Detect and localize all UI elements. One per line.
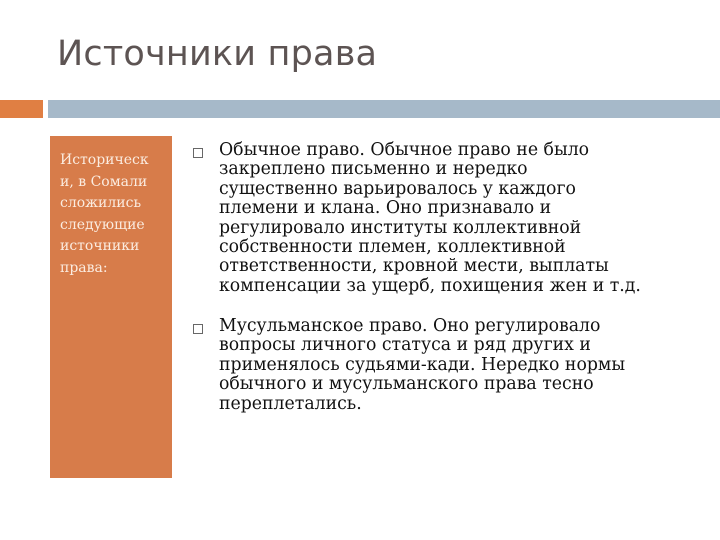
square-bullet-icon: [193, 324, 203, 334]
bullet-text: Мусульманское право. Оно регулировало вопросы личного статуса и ряд других и применялось судьями-кади. Нередко нормы обычного и мусульманского права тесно переплетались.: [219, 316, 626, 414]
sidebar-text: Историческ и, в Сомали сложились следующие источники права:: [60, 152, 149, 276]
slide-title: Источники права: [57, 34, 378, 74]
bullet-text: Обычное право. Обычное право не было закреплено письменно и нередко существенно варьировалось у каждого племени и клана. Оно признавало и регулировало институты коллективной собственности племен, коллективной ответственности, кровной мести, выплаты компенсации за ущерб, похищения жен и т.д.: [219, 140, 641, 296]
accent-bar-orange: [0, 100, 43, 118]
square-bullet-icon: [193, 148, 203, 158]
accent-bar-blue: [48, 100, 720, 118]
